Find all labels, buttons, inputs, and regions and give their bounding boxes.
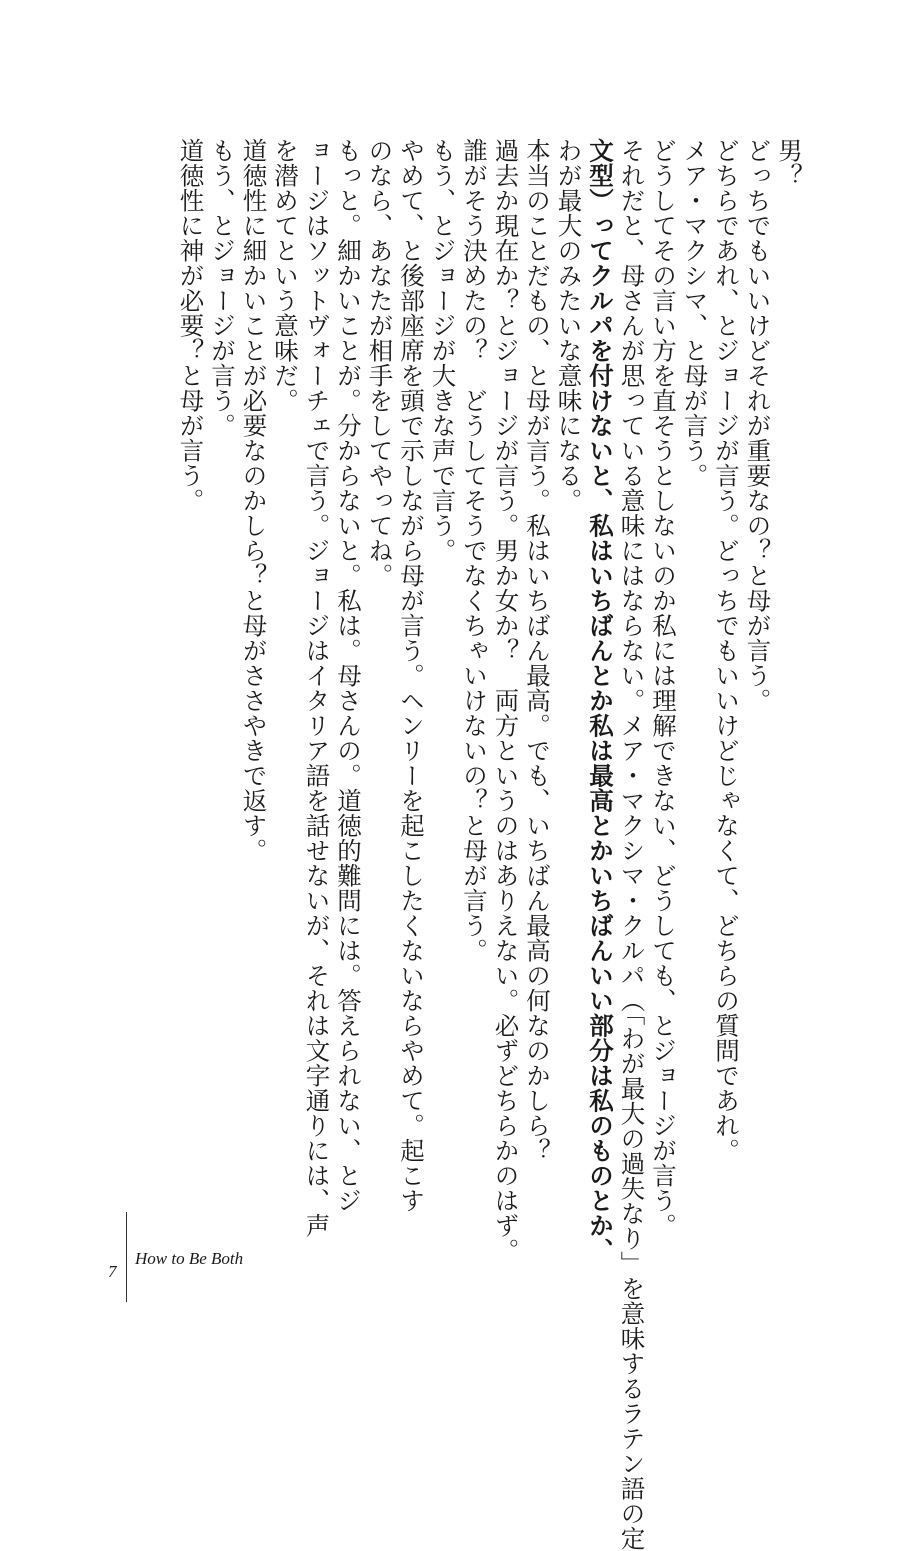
text-line: わが最大のみたいな意味になる。 (554, 138, 584, 513)
text-line: メア・マクシマ、と母が言う。 (680, 138, 710, 488)
footer-divider (126, 1212, 127, 1302)
text-line: もう、とジョージが大きな声で言う。 (428, 138, 458, 563)
text-line: 男？ (775, 138, 804, 188)
text-line: もっと。細かいことが。分からないと。私は。母さんの。道徳的難問には。答えられない、とジ (334, 138, 363, 1213)
text-line: 誰がそう決めたの？ どうしてそうでなくちゃいけないの？と母が言う。 (460, 138, 489, 963)
text-line: を潜めてという意味だ。 (271, 138, 300, 413)
text-line: 文型）ってクルパを付けないと、私はいちばんとか私は最高とかいちばんいい部分は私のものとか、 (586, 138, 615, 1263)
text-line: 過去か現在か？とジョージが言う。男か女か？ 両方というのはありえない。必ずどちらかのはず。 (491, 138, 521, 1263)
page-number: 7 (108, 1262, 117, 1281)
text-line: どっちでもいいけどそれが重要なの？と母が言う。 (743, 138, 773, 713)
text-line: やめて、と後部座席を頭で示しながら母が言う。ヘンリーを起こしたくないならやめて。起こす (397, 138, 426, 1213)
text-line: ョージはソットヴォーチェで言う。ジョージはイタリア語を話せないが、それは文字通りには、声 (302, 138, 332, 1238)
text-line: どちらであれ、とジョージが言う。どっちでもいいけどじゃなくて、どちらの質問であれ。 (712, 138, 741, 1163)
text-line: それだと、母さんが思っている意味にはならない。メア・マクシマ・クルパ（「わが最大の過失なり」を意味するラテン語の定 (617, 138, 647, 1551)
text-line: 道徳性に細かいことが必要なのかしら？と母がささやきで返す。 (239, 138, 269, 863)
text-line: 道徳性に神が必要？と母が言う。 (176, 138, 206, 513)
text-line: どうしてその言い方を直そうとしないのか私には理解できない、どうしても、とジョージが言う。 (649, 138, 678, 1238)
text-line: 本当のことだもの、と母が言う。私はいちばん最高。でも、いちばん最高の何なのかしら？ (523, 138, 552, 1163)
text-line: もう、とジョージが言う。 (208, 138, 237, 438)
text-line: のなら、あなたが相手をしてやってね。 (365, 138, 395, 588)
running-title: How to Be Both (135, 1249, 244, 1268)
